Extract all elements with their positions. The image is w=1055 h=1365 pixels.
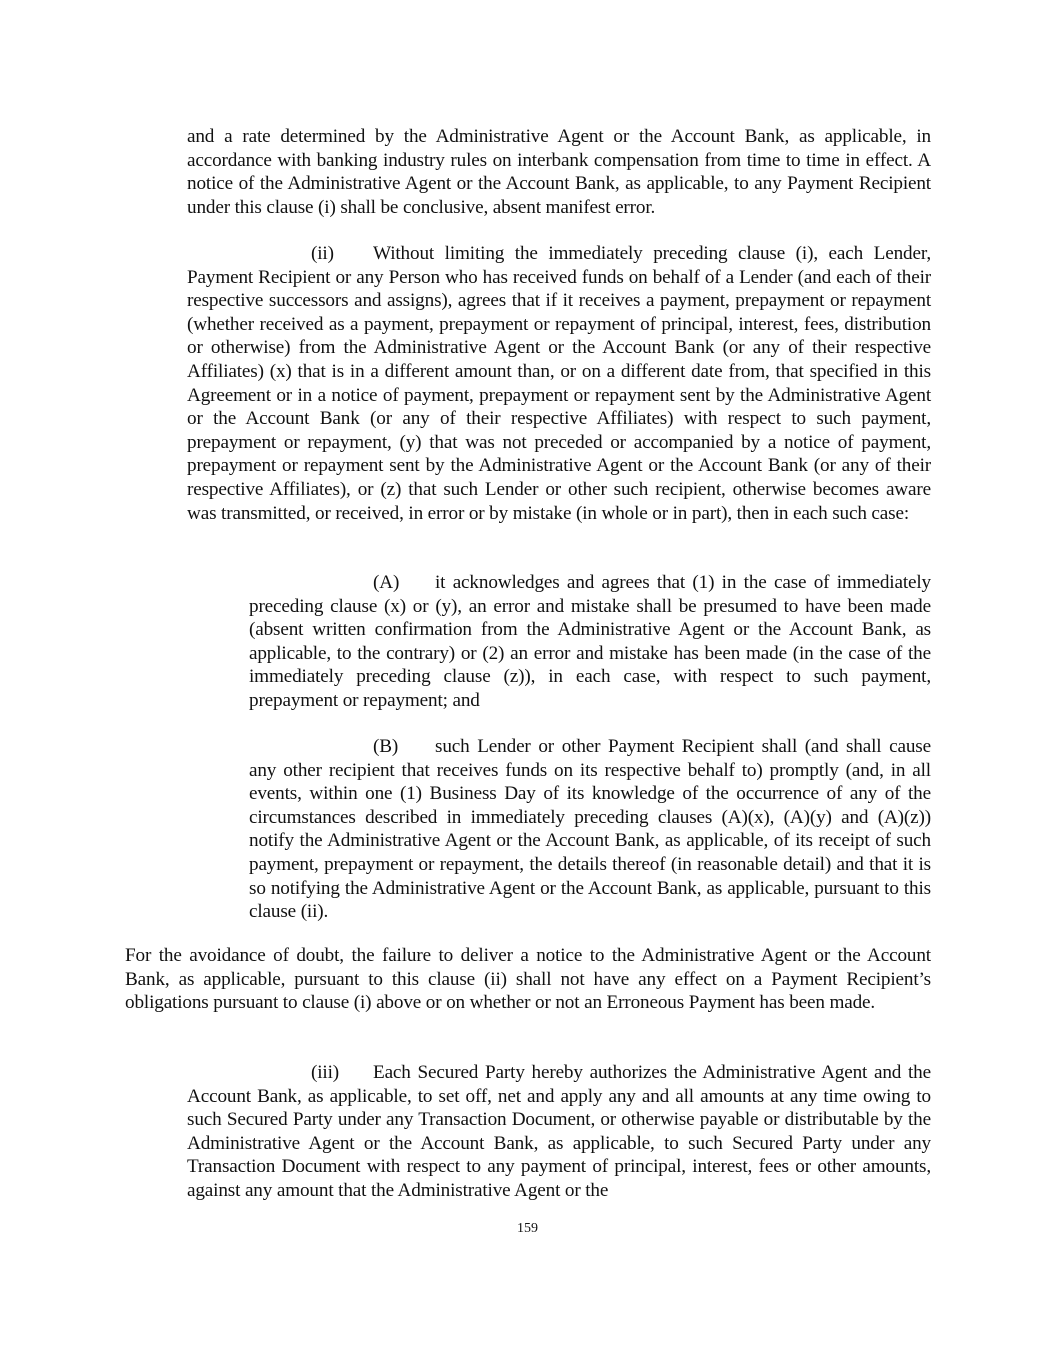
paragraph-avoidance-of-doubt (125, 944, 931, 1015)
paragraph-text: Each Secured Party hereby authorizes the Administrative Agent and the Account Bank, as applicable, to set off, net and apply any and all amounts at any time owing to such Secured Party under any Transaction Document, or otherwise payable or distributable by the Administrative Agent or the Account Bank, as applicable, to such Secured Party under any Transaction Document with respect to any payment of principal, interest, fees or other amounts, against any amount that the Administrative Agent or the (187, 1062, 931, 1201)
paragraph-text: For the avoidance of doubt, the failure to deliver a notice to the Administrative Agent or the Account Bank, as applicable, pursuant to this clause (ii) shall not have any effect on a Payment Recipient’s obligations pursuant to clause (i) above or on whether or not an Erroneous Payment has been made. (125, 945, 931, 1014)
clause-label: (A) (373, 572, 400, 593)
paragraph-clause-a (249, 571, 931, 713)
paragraph-text: and a rate determined by the Administrative Agent or the Account Bank, as applicable, in accordance with banking industry rules on interbank compensation from time to time in effect. A notice of the Administrative Agent or the Account Bank, as applicable, to any Payment Recipient under this clause (i) shall be conclusive, absent manifest error. (187, 126, 931, 218)
paragraph-clause-iii (187, 1061, 931, 1203)
paragraph-text: Without limiting the immediately preceding clause (i), each Lender, Payment Recipient or any Person who has received funds on behalf of a Lender (and each of their respective successors and assigns), agrees that if it receives a payment, prepayment or repayment (whether received as a payment, prepayment or repayment of principal, interest, fees, distribution or otherwise) from the Administrative Agent or the Account Bank (or any of their respective Affiliates) (x) that is in a different amount than, or on a different date from, that specified in this Agreement or in a notice of payment, prepayment or repayment sent by the Administrative Agent or the Account Bank (or any of their respective Affiliates) with respect to such payment, prepayment or repayment, (y) that was not preceded or accompanied by a notice of payment, prepayment or repayment sent by the Administrative Agent or the Account Bank (or any of their respective Affiliates), or (z) that such Lender or other such recipient, otherwise becomes aware was transmitted, or received, in error or by mistake (in whole or in part), then in each such case: (187, 243, 931, 524)
paragraph-rate-determination (187, 125, 931, 219)
paragraph-text: such Lender or other Payment Recipient shall (and shall cause any other recipient that receives funds on its respective behalf to) promptly (and, in all events, within one (1) Business Day of its knowledge of the occurrence of any of the circumstances described in immediately preceding clauses (A)(x), (A)(y) and (A)(z)) notify the Administrative Agent or the Account Bank, as applicable, of its receipt of such payment, prepayment or repayment, the details thereof (in reasonable detail) and that it is so notifying the Administrative Agent or the Account Bank, as applicable, pursuant to this clause (ii). (249, 736, 931, 923)
clause-label: (ii) (311, 243, 334, 264)
paragraph-clause-b (249, 735, 931, 924)
page-number: 159 (517, 1221, 538, 1236)
clause-label: (iii) (311, 1062, 340, 1083)
clause-label: (B) (373, 736, 399, 757)
paragraph-text: it acknowledges and agrees that (1) in the case of immediately preceding clause (x) or (y), an error and mistake shall be presumed to have been made (absent written confirmation from the Administrative Agent or the Account Bank, as applicable, to the contrary) or (2) an error and mistake has been made (in the case of the immediately preceding clause (z)), in each case, with respect to such payment, prepayment or repayment; and (249, 572, 931, 711)
paragraph-clause-ii (187, 242, 931, 525)
